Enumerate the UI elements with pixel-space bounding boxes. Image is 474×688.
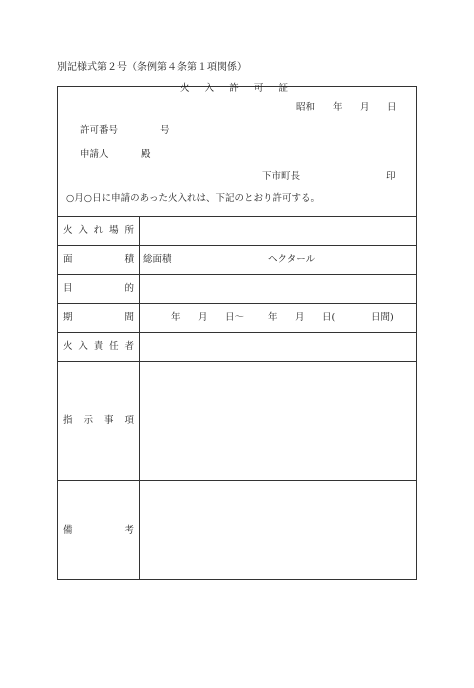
label-char: 目 bbox=[63, 283, 73, 294]
date-year: 年 bbox=[333, 102, 343, 113]
period-end-year: 年 bbox=[268, 312, 278, 323]
label-char: 期 bbox=[63, 312, 73, 323]
label-char: 火 bbox=[63, 225, 73, 236]
area-unit: ヘクタール bbox=[268, 254, 316, 265]
label-char: れ bbox=[93, 225, 104, 236]
title-char: 入 bbox=[204, 83, 215, 94]
label-char: 責 bbox=[93, 341, 104, 352]
label-char: 間 bbox=[124, 312, 134, 323]
label-char: 面 bbox=[63, 254, 73, 265]
label-char: 入 bbox=[78, 341, 88, 352]
row-label-area bbox=[63, 255, 134, 265]
label-char: 事 bbox=[103, 415, 114, 426]
issuer: 下市町長 bbox=[262, 171, 301, 182]
label-char: 所 bbox=[124, 225, 134, 236]
permit-title bbox=[180, 84, 288, 94]
period-start-day: 日〜 bbox=[225, 312, 245, 323]
row-divider bbox=[57, 216, 417, 217]
date-era: 昭和 bbox=[296, 102, 316, 113]
row-label-responsible bbox=[63, 342, 134, 352]
area-content: 総面積 bbox=[143, 254, 172, 265]
label-char: 任 bbox=[109, 341, 119, 352]
form-label: 別記様式第２号（条例第４条第１項関係） bbox=[57, 62, 247, 73]
permit-form-frame bbox=[57, 83, 417, 580]
label-char: 火 bbox=[63, 341, 73, 352]
label-char: 指 bbox=[63, 415, 73, 426]
title-char: 証 bbox=[278, 83, 288, 94]
date-day: 日 bbox=[387, 102, 397, 113]
permit-number-suffix: 号 bbox=[160, 125, 170, 136]
label-char: 備 bbox=[63, 525, 73, 536]
label-char: 示 bbox=[83, 415, 93, 426]
row-divider bbox=[57, 274, 417, 275]
row-divider bbox=[57, 332, 417, 333]
period-days: 日間) bbox=[371, 312, 394, 323]
row-label-period bbox=[63, 313, 134, 323]
period-end-day: 日( bbox=[322, 312, 336, 323]
period-start-month: 月 bbox=[198, 312, 208, 323]
label-char: 積 bbox=[124, 254, 134, 265]
seal-mark: 印 bbox=[386, 171, 396, 182]
row-divider bbox=[57, 245, 417, 246]
row-divider bbox=[57, 361, 417, 362]
label-char: 的 bbox=[124, 283, 134, 294]
label-char: 者 bbox=[124, 341, 134, 352]
label-char: 入 bbox=[78, 225, 88, 236]
row-label-purpose bbox=[63, 284, 134, 294]
date-month: 月 bbox=[360, 102, 370, 113]
label-char: 考 bbox=[124, 525, 134, 536]
title-char: 許 bbox=[229, 83, 239, 94]
period-start-year: 年 bbox=[171, 312, 181, 323]
applicant-label: 申請人 bbox=[80, 149, 109, 160]
row-label-remarks bbox=[63, 526, 134, 536]
title-char: 火 bbox=[180, 83, 190, 94]
row-divider bbox=[57, 303, 417, 304]
title-char: 可 bbox=[253, 83, 264, 94]
row-divider bbox=[57, 480, 417, 481]
label-char: 場 bbox=[109, 225, 119, 236]
label-column-divider bbox=[139, 216, 140, 580]
period-end-month: 月 bbox=[295, 312, 305, 323]
row-label-location bbox=[63, 226, 134, 236]
permit-statement: ○月○日に申請のあった火入れは、下記のとおり許可する。 bbox=[66, 193, 320, 204]
applicant-suffix: 殿 bbox=[141, 149, 151, 160]
label-char: 項 bbox=[124, 415, 134, 426]
row-label-instructions bbox=[63, 416, 134, 426]
permit-number-label: 許可番号 bbox=[80, 125, 119, 136]
